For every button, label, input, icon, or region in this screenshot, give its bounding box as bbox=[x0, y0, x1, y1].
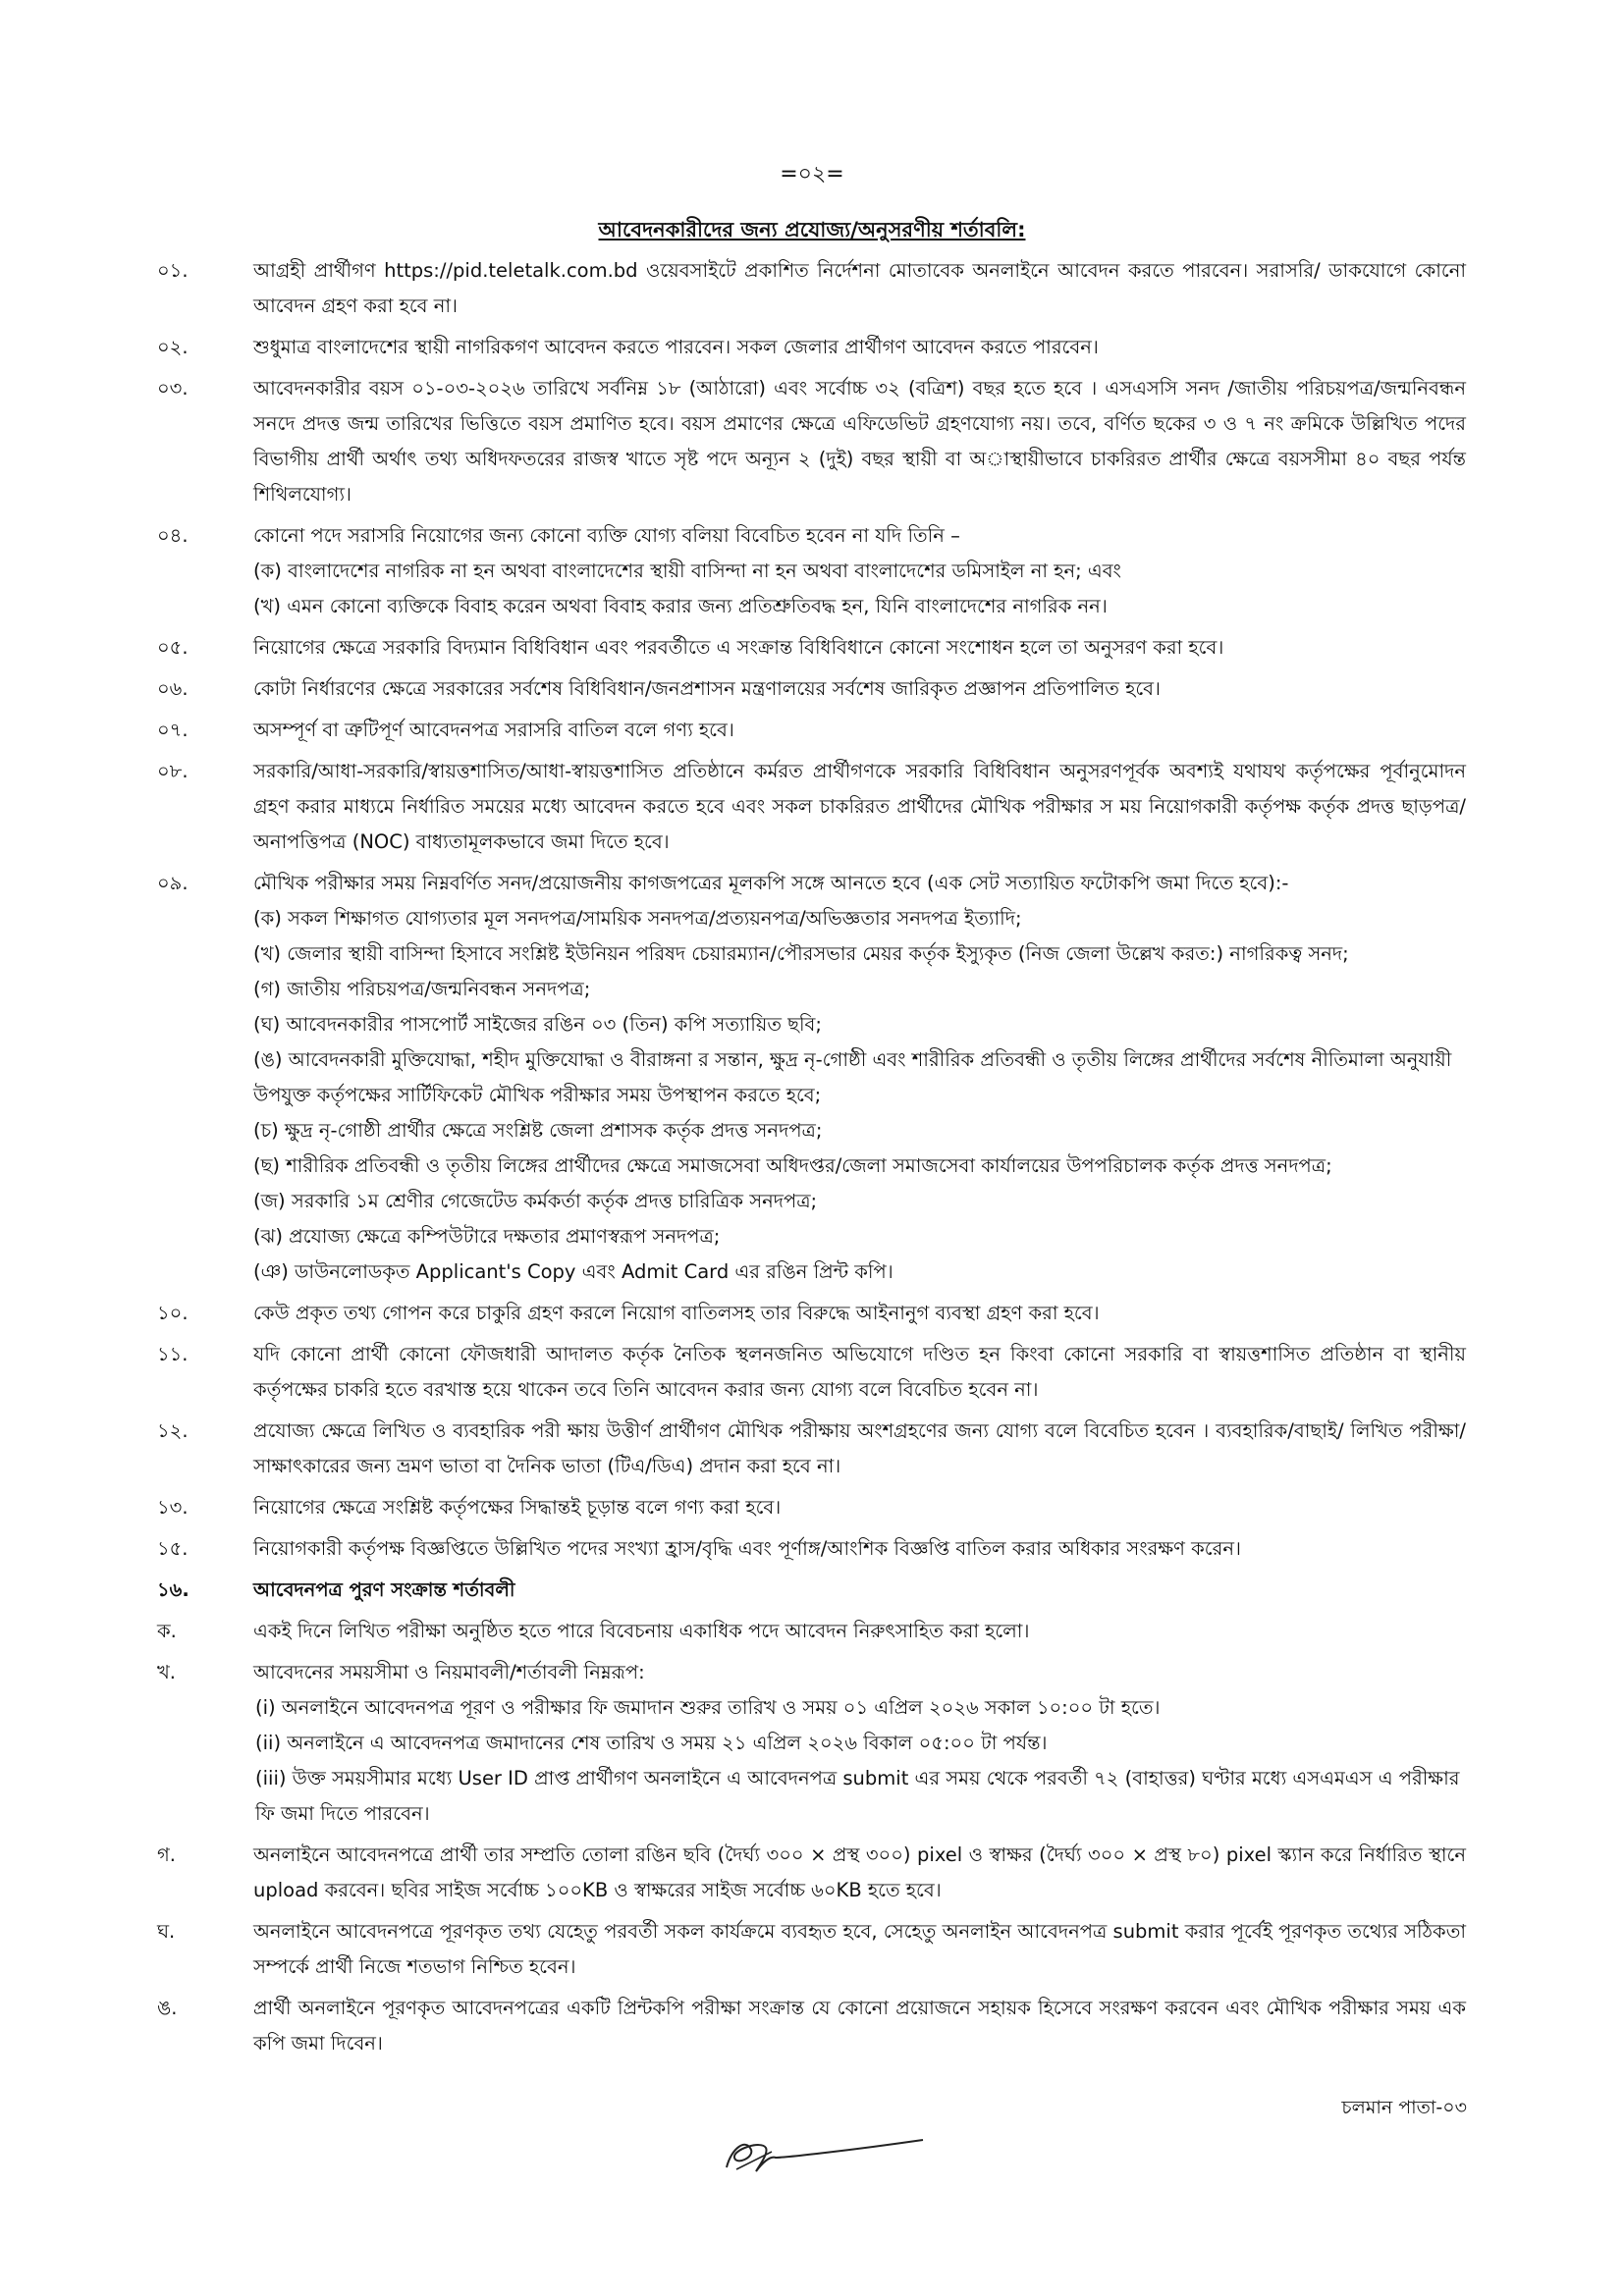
item-number: ১০. bbox=[157, 1302, 189, 1324]
list-item bbox=[0, 866, 1624, 1290]
item-text: অনলাইনে আবেদনপত্রে প্রার্থী তার সম্প্রতি তোলা রঙিন ছবি (দৈর্ঘ্য ৩০০ × প্রস্থ ৩০০) pixel ও স্বাক্ষর (দৈর্ঘ্য ৩০০ × প্রস্থ ৮০) pixel স্ক্যান করে নির্ধারিত স্থানে upload করবেন। ছবির সাইজ সর্বোচ্চ ১০০KB ও স্বাক্ষরের সাইজ সর্বোচ্চ ৬০KB হতে হবে। bbox=[253, 1843, 1466, 1901]
item-number: ১৬. bbox=[157, 1578, 189, 1601]
item-text: অসম্পূর্ণ বা ত্রুটিপূর্ণ আবেদনপত্র সরাসরি বাতিল বলে গণ্য হবে। bbox=[253, 719, 734, 741]
item-text: আবেদনের সময়সীমা ও নিয়মাবলী/শর্তাবলী নিম্নরূপ: bbox=[253, 1661, 645, 1683]
sub-item: (খ) এমন কোনো ব্যক্তিকে বিবাহ করেন অথবা বিবাহ করার জন্য প্রতিশ্রুতিবদ্ধ হন, যিনি বাংলাদেশের নাগরিক নন। bbox=[253, 595, 1108, 617]
item-number: ক. bbox=[157, 1620, 177, 1642]
item-text: আবেদনপত্র পুরণ সংক্রান্ত শর্তাবলী bbox=[253, 1578, 515, 1601]
item-text: কোনো পদে সরাসরি নিয়োগের জন্য কোনো ব্যক্তি যোগ্য বলিয়া বিবেচিত হবেন না যদি তিনি – bbox=[253, 524, 960, 547]
item-text: সরকারি/আধা-সরকারি/স্বায়ত্তশাসিত/আধা-স্বায়ত্তশাসিত প্রতিষ্ঠানে কর্মরত প্রার্থীগণকে সরকারি বিধিবিধান অনুসরণপূর্বক অবশ্যই যথাযথ কর্তৃপক্ষের পূর্বানুমোদন গ্রহণ করার মাধ্যমে নির্ধারিত সময়ের মধ্যে আবেদন করতে হবে এবং সকল চাকরিরত প্রার্থীদের মৌখিক পরীক্ষার স ময় নিয়োগকারী কর্তৃপক্ষ কর্তৃক প্রদত্ত ছাড়পত্র/অনাপত্তিপত্র (NOC) বাধ্যতামূলকভাবে জমা দিতে হবে। bbox=[253, 760, 1466, 853]
item-text: প্রযোজ্য ক্ষেত্রে লিখিত ও ব্যবহারিক পরী ক্ষায় উত্তীর্ণ প্রার্থীগণ মৌখিক পরীক্ষায় অংশগ্রহণের জন্য যোগ্য বলে বিবেচিত হবেন । ব্যবহারিক/বাছাই/ লিখিত পরীক্ষা/সাক্ষাৎকারের জন্য ভ্রমণ ভাতা বা দৈনিক ভাতা (টিএ/ডিএ) প্রদান করা হবে না। bbox=[253, 1419, 1466, 1477]
sub-item: (ছ) শারীরিক প্রতিবন্ধী ও তৃতীয় লিঙ্গের প্রার্থীদের ক্ষেত্রে সমাজসেবা অধিদপ্তর/জেলা সমাজসেবা কার্যালয়ের উপপরিচালক কর্তৃক প্রদত্ত সনদপত্র; bbox=[253, 1154, 1332, 1177]
item-number: ০৯. bbox=[157, 872, 189, 894]
list-item bbox=[0, 1490, 1624, 1525]
list-item bbox=[0, 371, 1624, 512]
item-number: ১১. bbox=[157, 1343, 189, 1365]
list-item bbox=[0, 1838, 1624, 1908]
list-item bbox=[0, 1414, 1624, 1484]
item-text: একই দিনে লিখিত পরীক্ষা অনুষ্ঠিত হতে পারে বিবেচনায় একাধিক পদে আবেদন নিরুৎসাহিত করা হলো। bbox=[253, 1620, 1030, 1642]
item-number: ০৪. bbox=[157, 524, 189, 547]
heading-text: আবেদনকারীদের জন্য প্রযোজ্য/অনুসরণীয় শর্তাবলি: bbox=[598, 218, 1026, 241]
conditions-list bbox=[0, 253, 1624, 2067]
item-text: আবেদনকারীর বয়স ০১-০৩-২০২৬ তারিখে সর্বনিম্ন ১৮ (আঠারো) এবং সর্বোচ্চ ৩২ (বত্রিশ) বছর হতে হবে । এসএসসি সনদ /জাতীয় পরিচয়পত্র/জন্মনিবন্ধন সনদে প্রদত্ত জন্ম তারিখের ভিত্তিতে বয়স প্রমাণিত হবে। বয়স প্রমাণের ক্ষেত্রে এফিডেভিট গ্রহণযোগ্য নয়। তবে, বর্ণিত ছকের ৩ ও ৭ নং ক্রমিকে উল্লিখিত পদের বিভাগীয় প্রার্থী অর্থাৎ তথ্য অধিদফতরের রাজস্ব খাতে সৃষ্ট পদে অন্যূন ২ (দুই) বছর স্থায়ী বা অাস্থায়ীভাবে চাকরিরত প্রার্থীর ক্ষেত্রে বয়সসীমা ৪০ বছর পর্যন্ত শিথিলযোগ্য। bbox=[253, 377, 1466, 506]
item-text: প্রার্থী অনলাইনে পূরণকৃত আবেদনপত্রের একটি প্রিন্টকপি পরীক্ষা সংক্রান্ত যে কোনো প্রয়োজনে সহায়ক হিসেবে সংরক্ষণ করবেন এবং মৌখিক পরীক্ষার সময় এক কপি জমা দিবেন। bbox=[253, 1997, 1466, 2055]
list-item bbox=[0, 1655, 1624, 1832]
list-item bbox=[0, 253, 1624, 324]
sub-item: (খ) জেলার স্থায়ী বাসিন্দা হিসাবে সংশ্লিষ্ট ইউনিয়ন পরিষদ চেয়ারম্যান/পৌরসভার মেয়র কর্তৃক ইস্যুকৃত (নিজ জেলা উল্লেখ করত:) নাগরিকত্ব সনদ; bbox=[253, 942, 1349, 965]
list-item bbox=[0, 1296, 1624, 1331]
list-item bbox=[0, 1991, 1624, 2061]
item-text: যদি কোনো প্রার্থী কোনো ফৌজধারী আদালত কর্তৃক নৈতিক স্থলনজনিত অভিযোগে দণ্ডিত হন কিংবা কোনো সরকারি বা স্বায়ত্তশাসিত প্রতিষ্ঠান বা স্থানীয় কর্তৃপক্ষের চাকরি হতে বরখাস্ত হয়ে থাকেন তবে তিনি আবেদন করার জন্য যোগ্য বলে বিবেচিত হবেন না। bbox=[253, 1343, 1466, 1401]
list-item bbox=[0, 1914, 1624, 1985]
item-number: ঘ. bbox=[157, 1920, 176, 1943]
item-number: ০৩. bbox=[157, 377, 189, 400]
page-heading bbox=[0, 214, 1624, 248]
list-item bbox=[0, 671, 1624, 707]
list-item bbox=[0, 1614, 1624, 1649]
item-text: নিয়োগের ক্ষেত্রে সরকারি বিদ্যমান বিধিবিধান এবং পরবর্তীতে এ সংক্রান্ত বিধিবিধানে কোনো সংশোধন হলে তা অনুসরণ করা হবে। bbox=[253, 636, 1224, 659]
item-number: ০৬. bbox=[157, 677, 189, 700]
page-number: =০২= bbox=[780, 162, 844, 187]
item-number: ০২. bbox=[157, 336, 189, 358]
sub-item: (ঞ) ডাউনলোডকৃত Applicant's Copy এবং Admit Card এর রঙিন প্রিন্ট কপি। bbox=[253, 1260, 893, 1283]
sub-item: (iii) উক্ত সময়সীমার মধ্যে User ID প্রাপ্ত প্রার্থীগণ অনলাইনে এ আবেদনপত্র submit এর সময় থেকে পরবর্তী ৭২ (বাহাত্তর) ঘণ্টার মধ্যে এসএমএস এ পরীক্ষার ফি জমা দিতে পারবেন। bbox=[255, 1767, 1460, 1825]
item-number: ১২. bbox=[157, 1419, 189, 1442]
sub-item: (জ) সরকারি ১ম শ্রেণীর গেজেটেড কর্মকর্তা কর্তৃক প্রদত্ত চারিত্রিক সনদপত্র; bbox=[253, 1190, 818, 1212]
item-number: ০১. bbox=[157, 259, 189, 282]
item-text: কোটা নির্ধারণের ক্ষেত্রে সরকারের সর্বশেষ বিধিবিধান/জনপ্রশাসন মন্ত্রণালয়ের সর্বশেষ জারিকৃত প্রজ্ঞাপন প্রতিপালিত হবে। bbox=[253, 677, 1161, 700]
list-item bbox=[0, 754, 1624, 860]
sub-item: (ঝ) প্রযোজ্য ক্ষেত্রে কম্পিউটারে দক্ষতার প্রমাণস্বরূপ সনদপত্র; bbox=[253, 1225, 721, 1248]
list-item bbox=[0, 1337, 1624, 1408]
item-text: মৌখিক পরীক্ষার সময় নিম্নবর্ণিত সনদ/প্রয়োজনীয় কাগজপত্রের মূলকপি সঙ্গে আনতে হবে (এক সেট সত্যায়িত ফটোকপি জমা দিতে হবে):- bbox=[253, 872, 1289, 894]
item-number: ০৮. bbox=[157, 760, 189, 782]
item-number: ১৩. bbox=[157, 1496, 189, 1519]
item-number: ০৭. bbox=[157, 719, 189, 741]
item-text: নিয়োগের ক্ষেত্রে সংশ্লিষ্ট কর্তৃপক্ষের সিদ্ধান্তই চূড়ান্ত বলে গণ্য করা হবে। bbox=[253, 1496, 782, 1519]
item-text: কেউ প্রকৃত তথ্য গোপন করে চাকুরি গ্রহণ করলে নিয়োগ বাতিলসহ তার বিরুদ্ধে আইনানুগ ব্যবস্থা গ্রহণ করা হবে। bbox=[253, 1302, 1100, 1324]
sub-item: (i) অনলাইনে আবেদনপত্র পূরণ ও পরীক্ষার ফি জমাদান শুরুর তারিখ ও সময় ০১ এপ্রিল ২০২৬ সকাল ১০:০০ টা হতে। bbox=[255, 1696, 1161, 1719]
sub-item: (ক) বাংলাদেশের নাগরিক না হন অথবা বাংলাদেশের স্থায়ী বাসিন্দা না হন অথবা বাংলাদেশের ডমিসাইল না হন; এবং bbox=[253, 560, 1121, 582]
item-number: ০৫. bbox=[157, 636, 189, 659]
list-item bbox=[0, 518, 1624, 624]
signature-icon bbox=[707, 2128, 933, 2177]
item-number: খ. bbox=[157, 1661, 177, 1683]
list-item bbox=[0, 630, 1624, 666]
continuation-note: চলমান পাতা-০৩ bbox=[1341, 2097, 1467, 2118]
list-item bbox=[0, 330, 1624, 365]
item-text: অনলাইনে আবেদনপত্রে পূরণকৃত তথ্য যেহেতু পরবর্তী সকল কার্যক্রমে ব্যবহৃত হবে, সেহেতু অনলাইন আবেদনপত্র submit করার পূর্বেই পূরণকৃত তথ্যের সঠিকতা সম্পর্কে প্রার্থী নিজে শতভাগ নিশ্চিত হবেন। bbox=[253, 1920, 1466, 1978]
list-item bbox=[0, 1531, 1624, 1567]
item-text: আগ্রহী প্রার্থীগণ https://pid.teletalk.com.bd ওয়েবসাইটে প্রকাশিত নির্দেশনা মোতাবেক অনলাইনে আবেদন করতে পারবেন। সরাসরি/ ডাকযোগে কোনো আবেদন গ্রহণ করা হবে না। bbox=[253, 259, 1466, 317]
sub-item: (চ) ক্ষুদ্র নৃ-গোষ্ঠী প্রার্থীর ক্ষেত্রে সংশ্লিষ্ট জেলা প্রশাসক কর্তৃক প্রদত্ত সনদপত্র; bbox=[253, 1119, 823, 1142]
item-number: ঙ. bbox=[157, 1997, 178, 2019]
item-text: নিয়োগকারী কর্তৃপক্ষ বিজ্ঞপ্তিতে উল্লিখিত পদের সংখ্যা হ্রাস/বৃদ্ধি এবং পূর্ণাঙ্গ/আংশিক বিজ্ঞপ্তি বাতিল করার অধিকার সংরক্ষণ করেন। bbox=[253, 1537, 1241, 1560]
sub-item: (ঘ) আবেদনকারীর পাসপোর্ট সাইজের রঙিন ০৩ (তিন) কপি সত্যায়িত ছবি; bbox=[253, 1013, 822, 1036]
list-item bbox=[0, 1573, 1624, 1608]
sub-item: (ক) সকল শিক্ষাগত যোগ্যতার মূল সনদপত্র/সাময়িক সনদপত্র/প্রত্যয়নপত্র/অভিজ্ঞতার সনদপত্র ইত্যাদি; bbox=[253, 907, 1022, 930]
item-number: ১৫. bbox=[157, 1537, 189, 1560]
item-number: গ. bbox=[157, 1843, 176, 1866]
sub-item: (ii) অনলাইনে এ আবেদনপত্র জমাদানের শেষ তারিখ ও সময় ২১ এপ্রিল ২০২৬ বিকাল ০৫:০০ টা পর্যন্ত। bbox=[255, 1732, 1048, 1754]
list-item bbox=[0, 713, 1624, 748]
sub-item: (ঙ) আবেদনকারী মুক্তিযোদ্ধা, শহীদ মুক্তিযোদ্ধা ও বীরাঙ্গনা র সন্তান, ক্ষুদ্র নৃ-গোষ্ঠী এবং শারীরিক প্রতিবন্ধী ও তৃতীয় লিঙ্গের প্রার্থীদের সর্বশেষ নীতিমালা অনুযায়ী উপযুক্ত কর্তৃপক্ষের সার্টিফিকেট মৌখিক পরীক্ষার সময় উপস্থাপন করতে হবে; bbox=[253, 1048, 1452, 1106]
item-text: শুধুমাত্র বাংলাদেশের স্থায়ী নাগরিকগণ আবেদন করতে পারবেন। সকল জেলার প্রার্থীগণ আবেদন করতে পারবেন। bbox=[253, 336, 1099, 358]
sub-item: (গ) জাতীয় পরিচয়পত্র/জন্মনিবন্ধন সনদপত্র; bbox=[253, 978, 591, 1000]
